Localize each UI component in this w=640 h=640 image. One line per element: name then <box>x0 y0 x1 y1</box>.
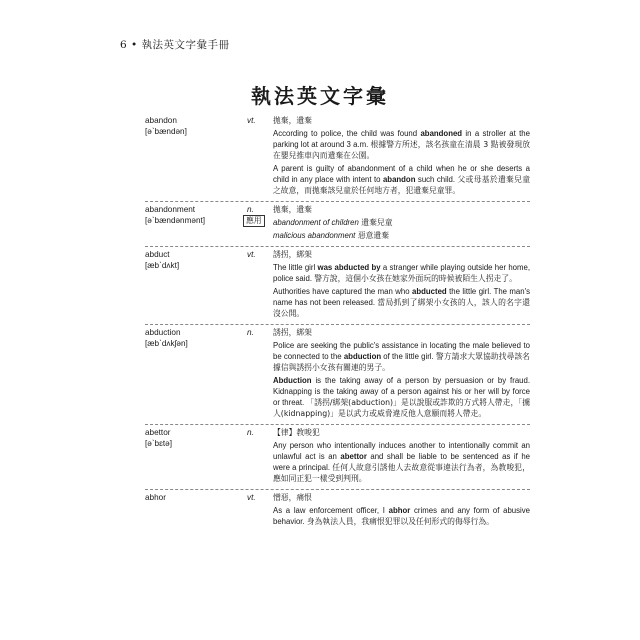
chinese-translation: 「誘拐/綁架(abduction)」是以說服或詐欺的方式將人帶走，「擄人(kidnapping)」是以武力或威脅違反他人意願而將人帶走。 <box>273 398 530 418</box>
entry-definition-column <box>273 327 530 421</box>
keyword-highlight: abducted <box>412 287 447 296</box>
example-text: is the taking away of a person by persuasion or by fraud. Kidnapping is the taking away of a person against his or her will by force or threat. <box>273 376 530 407</box>
part-of-speech: vt. <box>247 250 256 259</box>
definition: 誘拐，綁架 <box>273 328 312 337</box>
headword: abhor <box>145 493 166 502</box>
example-text: abandonment of children <box>273 218 359 227</box>
example-text: Authorities have captured the man who <box>273 287 413 296</box>
example-text: of the little girl. <box>381 352 436 361</box>
entry-headword-column <box>145 204 273 243</box>
example-text: As a law enforcement officer, I <box>273 506 389 515</box>
chinese-translation: 根據警方所述，該名孩童在清晨 3 點被發現放在嬰兒推車內而遺棄在公園。 <box>273 140 530 160</box>
pronunciation: [æbˋdʌkʃən] <box>145 339 188 348</box>
keyword-highlight: abhor <box>388 506 411 515</box>
example-sentence <box>273 505 530 527</box>
pronunciation: [æbˋdʌkt] <box>145 261 180 270</box>
glossary-entry <box>145 113 530 201</box>
part-of-speech: vt. <box>247 493 256 502</box>
definition: 拋棄，遺棄 <box>273 116 312 125</box>
example-sentence <box>273 375 530 419</box>
example-text: Any person who intentionally induces another to intentionally commit an unlawful act is an <box>273 441 530 461</box>
example-sentence <box>273 440 530 484</box>
example-text: such child. <box>415 175 458 184</box>
entry-headword-column <box>145 327 273 421</box>
glossary-entry <box>145 424 530 489</box>
glossary-entry <box>145 201 530 246</box>
headword: abettor <box>145 428 171 437</box>
chinese-translation: 惡意遺棄 <box>355 231 390 240</box>
part-of-speech: n. <box>247 328 254 337</box>
example-sentence <box>273 217 530 228</box>
part-of-speech: vt. <box>247 116 256 125</box>
entry-definition-column <box>273 115 530 198</box>
chinese-translation: 父或母基於遺棄兒童之故意，而拋棄該兒童於任何地方者，犯遺棄兒童罪。 <box>273 175 531 195</box>
entry-definition-column <box>273 492 530 529</box>
headword: abduct <box>145 250 170 259</box>
headword: abandonment <box>145 205 196 214</box>
example-sentence <box>273 128 530 161</box>
keyword-highlight: Abduction <box>273 376 312 385</box>
entry-headword-column <box>145 492 273 529</box>
definition: 憎惡，痛恨 <box>273 493 312 502</box>
headword: abduction <box>145 328 181 337</box>
glossary-entries <box>145 113 530 532</box>
keyword-highlight: abettor <box>340 452 367 461</box>
part-of-speech: n. <box>247 428 254 437</box>
example-text: and shall be liable to be sentenced as if he were a principal. <box>273 452 530 472</box>
example-text: crimes and any form of abusive behavior. <box>273 506 530 526</box>
chinese-translation: 警方請求大眾協助找尋該名據信與誘拐小女孩有關連的男子。 <box>273 352 530 372</box>
definition: 拋棄，遺棄 <box>273 205 312 214</box>
example-text: Police are seeking the public's assistance in locating the male believed to be connected to the <box>273 341 530 361</box>
entry-definition-column <box>273 204 530 243</box>
part-of-speech: n. <box>247 205 254 214</box>
definition: 【律】教唆犯 <box>273 428 320 437</box>
chinese-translation: 遺棄兒童 <box>358 218 393 227</box>
entry-headword-column <box>145 115 273 198</box>
pronunciation: [əˋbɛtə] <box>145 439 172 448</box>
glossary-entry <box>145 489 530 532</box>
keyword-highlight: abandoned <box>420 129 463 138</box>
chinese-translation: 身為執法人員，我痛恨犯罪以及任何形式的侮辱行為。 <box>306 517 494 526</box>
glossary-entry <box>145 324 530 424</box>
example-text: According to police, the child was found <box>273 129 421 138</box>
example-sentence <box>273 163 530 196</box>
chinese-translation: 當局抓到了綁架小女孩的人，該人的名字還沒公開。 <box>273 298 530 318</box>
example-text: malicious abandonment <box>273 231 356 240</box>
chinese-translation: 警方說，這個小女孩在她家外面玩的時候被陌生人拐走了。 <box>314 274 517 283</box>
entry-headword-column <box>145 249 273 321</box>
example-text: The little girl <box>273 263 318 272</box>
entry-headword-column <box>145 427 273 486</box>
example-text: in a stroller at the parking lot at around 3 a.m. <box>273 129 530 149</box>
pronunciation: [əˋbændən] <box>145 127 187 136</box>
example-sentence <box>273 340 530 373</box>
example-sentence <box>273 286 530 319</box>
example-text: a stranger while playing outside her home, police said. <box>273 263 530 283</box>
running-header: 6 • 執法英文字彙手冊 <box>120 39 230 51</box>
definition: 誘拐，綁架 <box>273 250 312 259</box>
example-text: the little girl. The man's name has not been released. <box>273 287 530 307</box>
keyword-highlight: abduction <box>343 352 382 361</box>
example-text: A parent is guilty of abandonment of a child when he or she deserts a child in any place with intent to <box>273 164 530 184</box>
example-sentence <box>273 262 530 284</box>
keyword-highlight: abandon <box>382 175 416 184</box>
headword: abandon <box>145 116 177 125</box>
usage-badge: 應用 <box>243 215 265 227</box>
keyword-highlight: was abducted by <box>317 263 381 272</box>
entry-definition-column <box>273 427 530 486</box>
pronunciation: [əˋbændənmənt] <box>145 216 206 225</box>
page-title: 執法英文字彙 <box>251 84 389 108</box>
example-sentence <box>273 230 530 241</box>
glossary-entry <box>145 246 530 324</box>
entry-definition-column <box>273 249 530 321</box>
chinese-translation: 任何人故意引誘他人去故意從事違法行為者，為教唆犯，應如同正犯一樣受到判刑。 <box>273 463 531 483</box>
